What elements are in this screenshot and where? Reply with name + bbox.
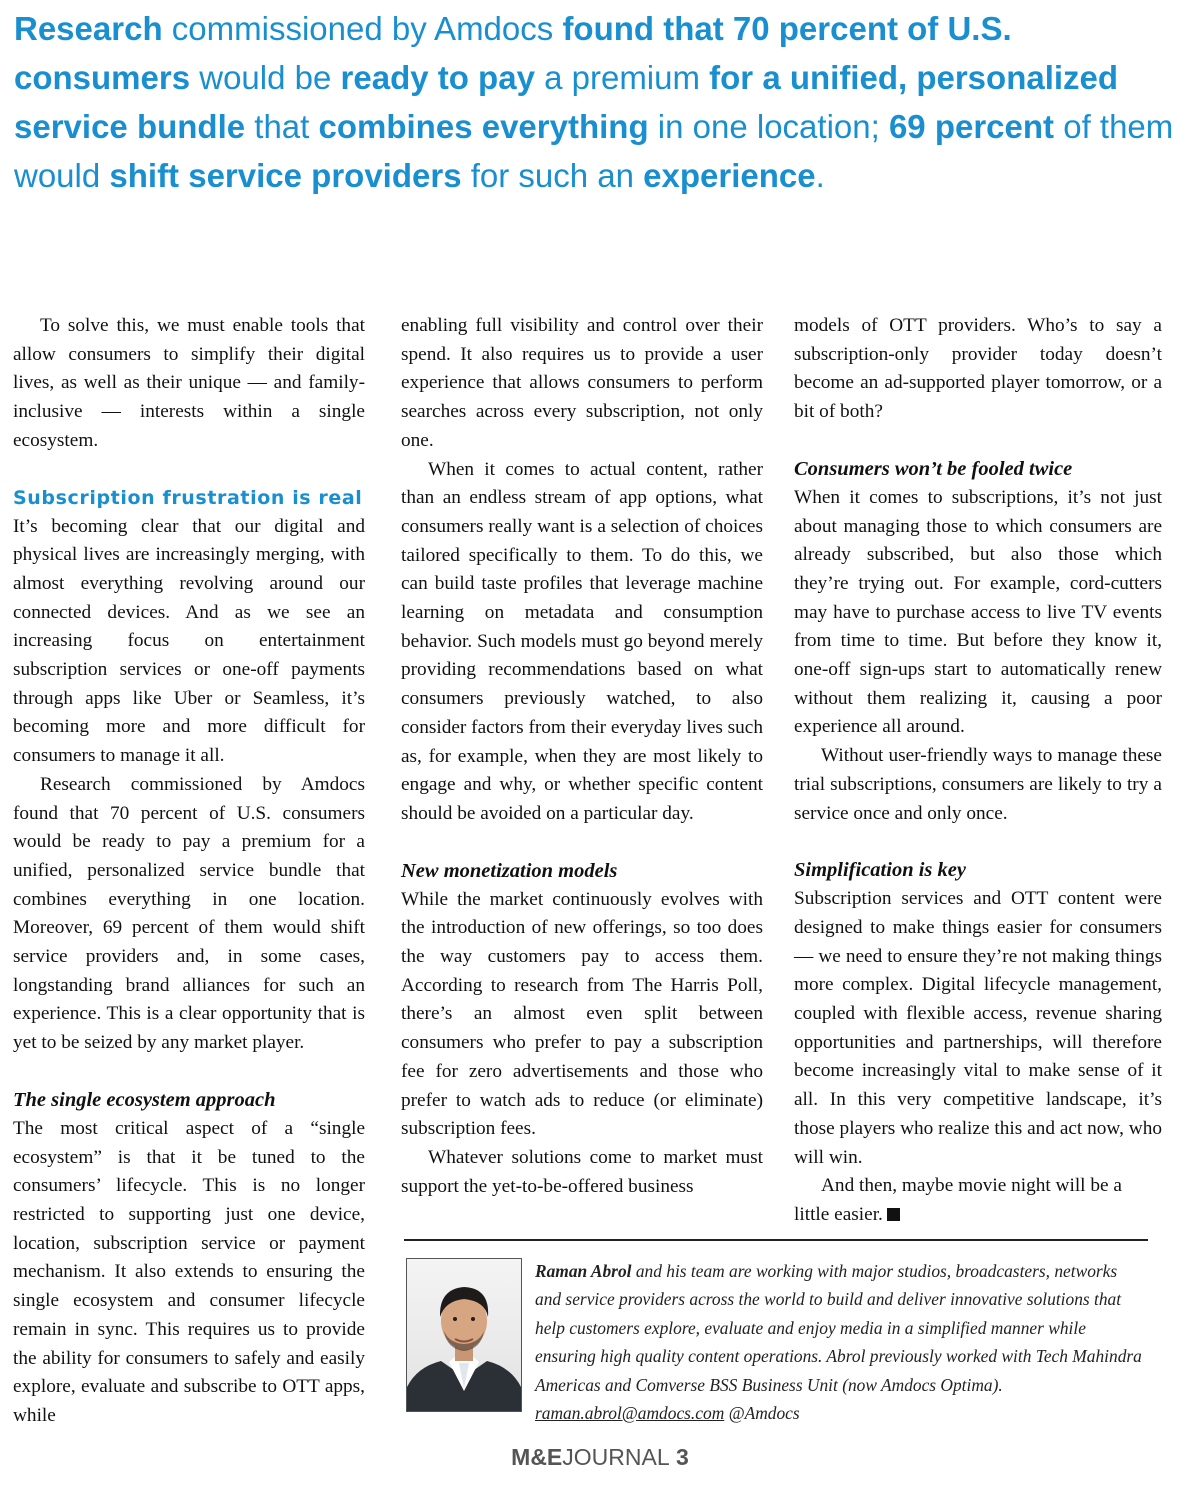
author-email-link[interactable]: raman.abrol@amdocs.com — [535, 1403, 725, 1424]
pull-quote-run: . — [815, 157, 825, 194]
section-heading: Subscription frustration is real — [13, 486, 363, 509]
section-heading: Consumers won’t be fooled twice — [794, 457, 1073, 480]
body-paragraph: Subscription services and OTT content were designed to make things easier for consumers — we need to ensure they’re not making things more complex. Digital lifecycle management, coupled with flexible access, revenue sharing opportunities and partnerships, will therefore become increasingly vital to make sense of it all. In this very competitive landscape, it’s those players who realize this and act now, who will win. — [794, 888, 1162, 1168]
pull-quote-run — [907, 59, 916, 96]
article-column-3 — [794, 312, 1162, 1230]
pull-quote-run: for such an — [461, 157, 644, 194]
body-paragraph: Without user-friendly ways to manage these trial subscriptions, consumers are likely to try a service once and only once. — [794, 745, 1162, 824]
body-paragraph: It’s becoming clear that our digital and physical lives are increasingly merging, with almost everything revolving around our connected devices. And as we see an increasing focus on entertainment subscription services or one-off payments through apps like Uber or Seamless, it’s becoming more and more difficult for consumers to manage it all. — [13, 515, 365, 767]
footer-brand: M&E — [511, 1444, 563, 1470]
body-paragraph: models of OTT providers. Who’s to say a subscription-only provider today doesn’t become an ad-supported player tomorrow, or a bit of both? — [794, 315, 1162, 423]
body-paragraph: And then, maybe movie night will be a little easier. — [794, 1175, 1122, 1225]
section-spacer — [794, 427, 1162, 455]
pull-quote-run: combines everything — [318, 108, 649, 145]
body-paragraph: While the market continuously evolves with the introduction of new offerings, so too does the way customers pay to access them. According to research from The Harris Poll, there’s an almost even split between consumers who prefer to pay a subscription fee for zero advertisements and those who prefer to watch ads to reduce (or eliminate) subscription fees. — [401, 888, 763, 1140]
article-column-1 — [13, 312, 365, 1431]
body-paragraph: The most critical aspect of a “single ecosystem” is that it be tuned to the consumers’ lifecycle. This is no longer restricted to supporting just one device, location, subscription service or payment mechanism. It also extends to ensuring the single ecosystem and consumer lifecycle remain in sync. This requires us to provide the ability for consumers to safely and easily explore, evaluate and subscribe to OTT apps, while — [13, 1117, 365, 1426]
section-spacer — [13, 1058, 365, 1086]
pull-quote-run: commissioned by Amdocs — [162, 10, 563, 47]
pull-quote-run: found that 70 percent of — [562, 10, 939, 47]
section-heading: The single ecosystem approach — [13, 1088, 276, 1111]
body-paragraph: enabling full visibility and control over their spend. It also requires us to provide a user experience that allows consumers to perform searches across every subscription, not only one. — [401, 315, 763, 451]
pull-quote-run: experience — [643, 157, 816, 194]
pull-quote-run: a premium — [534, 59, 710, 96]
author-bio — [535, 1257, 1145, 1427]
author-name: Raman Abrol — [535, 1261, 632, 1281]
section-spacer — [794, 828, 1162, 856]
pull-quote-run: shift service providers — [109, 157, 462, 194]
body-paragraph: To solve this, we must enable tools that allow consumers to simplify their digital lives, as well as their unique — and family-inclusive — interests within a single ecosystem. — [13, 315, 365, 451]
section-spacer — [13, 456, 365, 484]
page-footer — [0, 1444, 1200, 1471]
article-column-2 — [401, 312, 763, 1201]
pull-quote — [14, 4, 1189, 200]
pull-quote-run: for a unified, — [709, 59, 908, 96]
pull-quote-run: in one location; — [648, 108, 889, 145]
end-mark — [887, 1208, 900, 1221]
author-bio-text: and his team are working with major studios, broadcasters, networks and service providers across the world to build and deliver innovative solutions that help customers explore, evaluate and enjoy media in a simplified manner while ensuring high quality content operations. Abrol previously worked with Tech Mahindra Americas and Comverse BSS Business Unit (now Amdocs Optima). — [535, 1261, 1142, 1395]
footer-brand-rest: JOURNAL — [562, 1444, 670, 1470]
pull-quote-run: Research — [14, 10, 163, 47]
body-paragraph: When it comes to subscriptions, it’s not just about managing those to which consumers are already subscribed, but also those which they’re trying out. For example, cord-cutters may have to purchase access to live TV events from time to time. But before they know it, one-off sign-ups start to automatically renew without them realizing it, causing a poor experience all around. — [794, 486, 1162, 738]
pull-quote-run: ready to pay — [340, 59, 535, 96]
pull-quote-run: personalized service bundle — [14, 59, 1119, 145]
pull-quote-run: would be — [190, 59, 341, 96]
pull-quote-run: U.S. consumers — [14, 10, 1012, 96]
author-photo — [406, 1258, 522, 1412]
pull-quote-run: of them would — [14, 108, 1174, 194]
body-paragraph: Research commissioned by Amdocs found that 70 percent of U.S. consumers would be ready to pay a premium for a unified, personalized service bundle that combines everything in one location. Moreover, 69 percent of them would shift service providers and, in some cases, longstanding brand alliances for such an experience. This is a clear opportunity that is yet to be seized by any market player. — [13, 773, 365, 1054]
section-spacer — [401, 829, 763, 857]
pull-quote-run: that — [245, 108, 319, 145]
author-handle: @Amdocs — [724, 1403, 800, 1424]
section-heading: Simplification is key — [794, 859, 966, 882]
section-heading: New monetization models — [401, 859, 618, 882]
body-paragraph: When it comes to actual content, rather than an endless stream of app options, what consumers really want is a selection of choices tailored specifically to them. To do this, we can build taste profiles that leverage machine learning on metadata and consumption behavior. Such models must go beyond merely providing recommendations based on what consumers previously watched, to also consider factors from their everyday lives such as, for example, when they are most likely to engage and why, or whether specific content should be avoided on a particular day. — [401, 458, 763, 824]
pull-quote-run: 69 percent — [888, 108, 1055, 145]
bio-divider — [404, 1239, 1148, 1241]
body-paragraph: Whatever solutions come to market must support the yet-to-be-offered business — [401, 1146, 763, 1197]
footer-page-number: 3 — [669, 1444, 689, 1470]
